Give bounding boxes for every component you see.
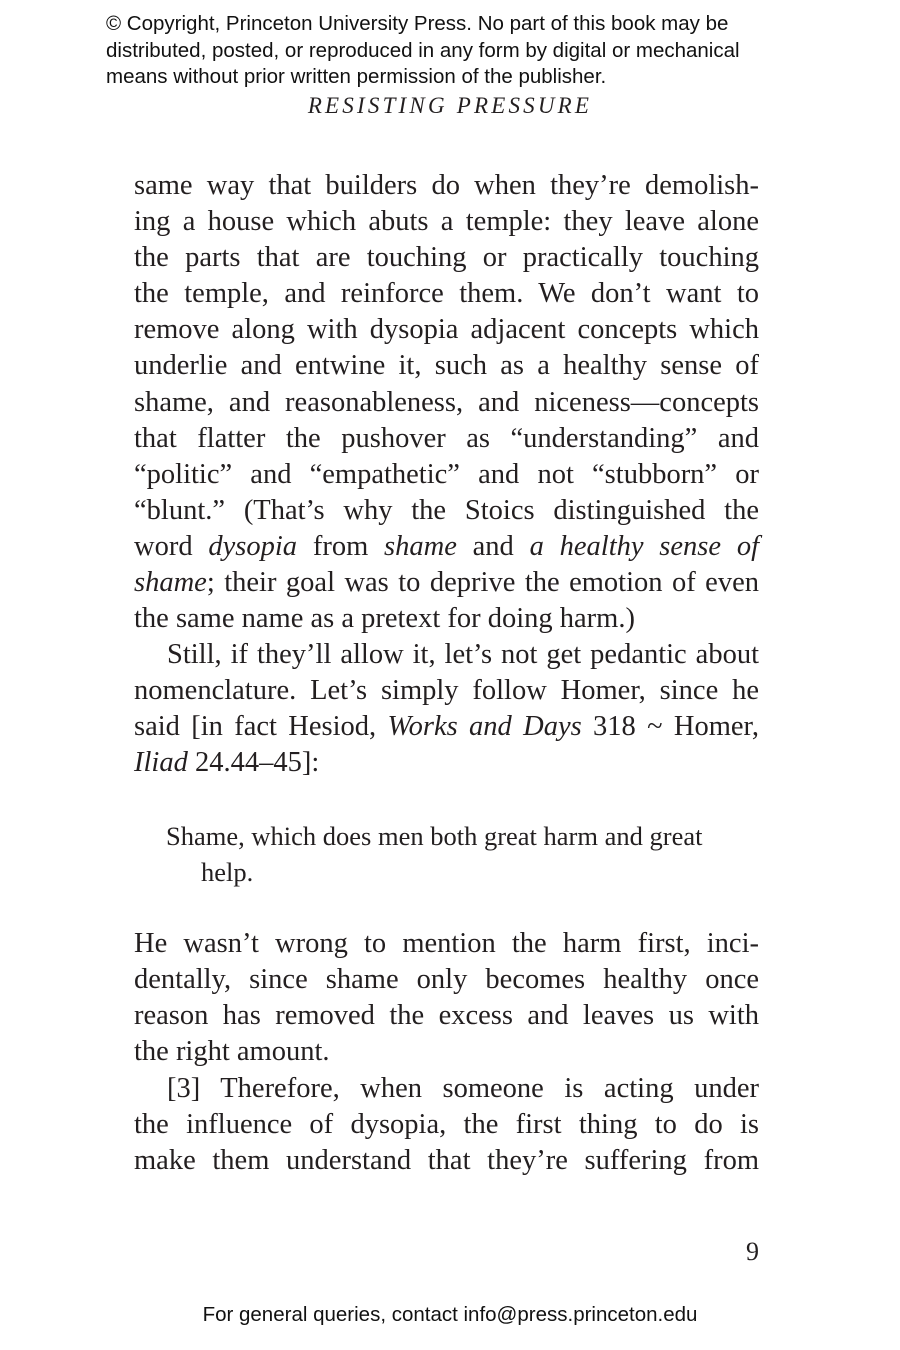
text-line: dentally, since shame only becomes healthy once: [134, 964, 759, 996]
italic-term: shame: [384, 530, 457, 562]
italic-title: Iliad: [134, 747, 188, 779]
text-line: nomenclature. Let’s simply follow Homer, since he: [134, 675, 759, 707]
copyright-line: distributed, posted, or reproduced in any form by digital or mechanical: [106, 38, 740, 62]
text-line: [134, 745, 759, 781]
page-number: 9: [746, 1237, 759, 1266]
text-line: “blunt.” (That’s why the Stoics distinguished the: [134, 494, 759, 526]
footer-contact: For general queries, contact info@press.princeton.edu: [202, 1303, 698, 1326]
text-line: make them understand that they’re suffering from: [134, 1145, 759, 1177]
paragraph-4: [134, 1071, 759, 1179]
text-line: that flatter the pushover as “understanding” and: [134, 422, 759, 454]
text-line: [134, 565, 759, 601]
paragraph-1: [134, 168, 759, 637]
text-line: the influence of dysopia, the first thing to do is: [134, 1109, 759, 1141]
text-line: He wasn’t wrong to mention the harm first, inci-: [134, 928, 759, 959]
italic-term: a healthy sense of: [529, 530, 759, 562]
text-line: the parts that are touching or practically touching: [134, 242, 759, 274]
text-line: reason has removed the excess and leaves us with: [134, 1000, 759, 1032]
copyright-line: means without prior written permission of the publisher.: [106, 65, 607, 88]
text-run: 24.44–45]:: [187, 747, 320, 779]
italic-term: shame: [134, 567, 207, 599]
paragraph-2: [134, 637, 759, 781]
text-run: from: [297, 530, 385, 562]
text-line: underlie and entwine it, such as a healthy sense of: [134, 350, 759, 382]
text-run: ; their goal was to deprive the emotion of even: [206, 567, 759, 599]
text-run: word: [134, 530, 209, 562]
text-line: remove along with dysopia adjacent concepts which: [134, 314, 759, 346]
text-line: same way that builders do when they’re demolish-: [134, 170, 759, 201]
italic-term: dysopia: [208, 530, 298, 562]
text-line: the temple, and reinforce them. We don’t want to: [134, 278, 759, 310]
text-line: [134, 529, 759, 565]
quote-line: help.: [201, 857, 254, 888]
text-line: ing a house which abuts a temple: they leave alone: [134, 206, 759, 238]
copyright-notice: [106, 11, 866, 91]
text-run: said [in fact Hesiod,: [134, 711, 388, 743]
text-run: and: [456, 530, 530, 562]
running-head: RESISTING PRESSURE: [307, 93, 593, 118]
text-line: the same name as a pretext for doing harm.): [134, 603, 635, 635]
block-quote: [166, 818, 766, 890]
text-line: “politic” and “empathetic” and not “stubborn” or: [134, 458, 759, 490]
copyright-line: © Copyright, Princeton University Press. No part of this book may be: [106, 12, 729, 35]
text-line: Still, if they’ll allow it, let’s not get pedantic about: [167, 639, 759, 670]
text-line: shame, and reasonableness, and niceness—concepts: [134, 386, 759, 418]
quote-line: Shame, which does men both great harm and great: [166, 821, 703, 851]
text-run: 318 ~ Homer,: [581, 711, 759, 743]
text-line: the right amount.: [134, 1036, 330, 1068]
text-line: [134, 709, 759, 745]
italic-title: Works and Days: [387, 711, 582, 743]
paragraph-3: [134, 926, 759, 1070]
text-line: [3] Therefore, when someone is acting under: [167, 1073, 759, 1104]
